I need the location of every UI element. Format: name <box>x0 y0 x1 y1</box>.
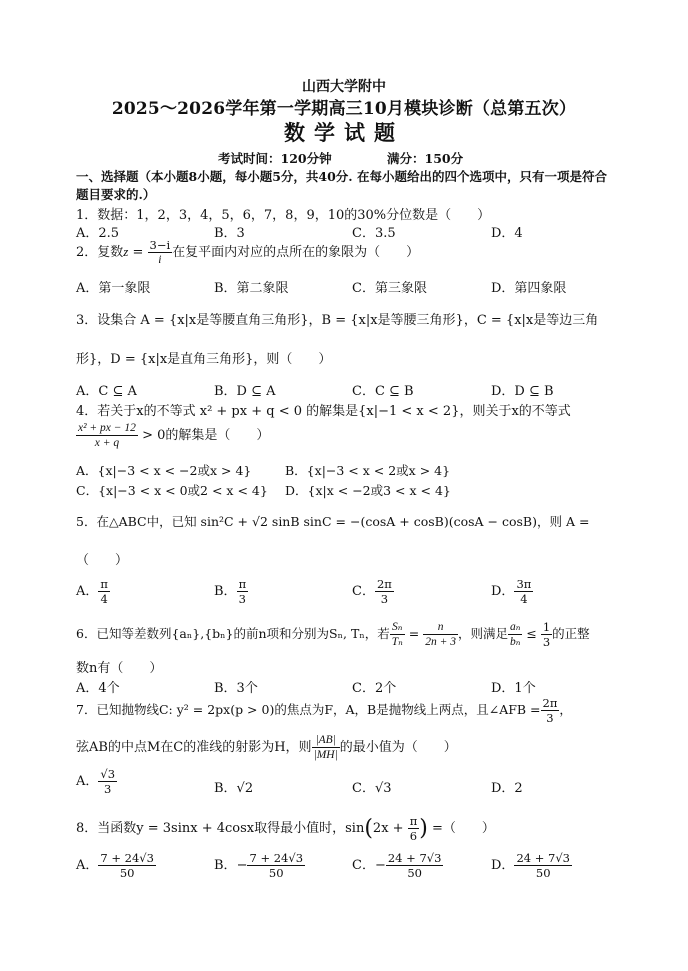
q7-f2-den: |MH| <box>313 749 338 761</box>
q6-fraction-4 <box>541 620 552 649</box>
exam-title: 2025～2026学年第一学期高三10月模块诊断（总第五次） <box>111 99 577 119</box>
q5-option-c-label: C． <box>352 584 375 599</box>
q6-f4-num: 1 <box>542 620 551 634</box>
q7-angle-fraction <box>541 696 560 725</box>
q7-line2-prefix: 弦AB的中点M在C的准线的射影为H，则 <box>76 740 312 755</box>
q8-option-b-fraction <box>247 851 305 880</box>
q6-f3-num: aₙ <box>510 621 521 633</box>
q8-paren-content: 2x + <box>372 821 408 836</box>
q4-option-d: D．{x|x < −2或3 < x < 4} <box>285 483 451 498</box>
q2-frac-denominator: i <box>158 254 162 266</box>
q6-f3-den: bₙ <box>510 636 521 648</box>
q6-option-a: A．4个 <box>76 681 120 696</box>
q5-option-d-fraction <box>514 577 533 606</box>
q8-option-a-fraction <box>98 851 156 880</box>
q8-c-sign: − <box>374 858 386 873</box>
q3-option-c: C．C ⊆ B <box>352 384 414 399</box>
q8-option-d-fraction <box>514 851 572 880</box>
q5-option-b <box>214 577 248 606</box>
q6-fraction-1 <box>390 620 405 649</box>
q2-stem-suffix: 在复平面内对应的点所在的象限为（ ） <box>172 245 420 260</box>
q6-fraction-2 <box>423 620 458 649</box>
q8-option-a-label: A． <box>76 858 99 873</box>
q8-c-den: 50 <box>407 866 422 880</box>
q3-option-a: A．C ⊆ A <box>76 384 137 399</box>
question-3-line1: 3．设集合 A = {x|x是等腰直角三角形}，B = {x|x是等腰三角形}，C = {x|x是等边三角 <box>76 313 599 328</box>
q8-b-num: 7 + 24√3 <box>249 851 304 865</box>
school-name: 山西大学附中 <box>302 79 386 95</box>
q5-option-b-fraction <box>237 577 249 606</box>
q7-ratio-fraction <box>312 733 340 762</box>
q7-a-num: √3 <box>100 767 116 781</box>
question-7-line2 <box>76 733 457 762</box>
q6-f4-den: 3 <box>542 635 551 649</box>
q5-option-a <box>76 577 110 606</box>
q5-option-d <box>491 577 533 606</box>
q4-option-a: A．{x|−3 < x < −2或x > 4} <box>76 463 252 478</box>
q4-line2-suffix: > 0的解集是（ ） <box>137 428 270 443</box>
q6-f1-num: Sₙ <box>390 620 405 635</box>
q1-option-b: B．3 <box>214 226 245 241</box>
q6-option-d: D．1个 <box>491 681 536 696</box>
q6-suffix: 的正整 <box>552 626 590 641</box>
q2-option-c: C．第三象限 <box>352 281 427 296</box>
q6-prefix: 6．已知等差数列{aₙ},{bₙ}的前n项和分别为Sₙ, Tₙ，若 <box>76 626 390 641</box>
q8-option-a <box>76 851 156 880</box>
q2-variable: z <box>123 244 129 259</box>
question-8-line1 <box>76 814 495 843</box>
q8-option-d <box>491 851 572 880</box>
question-6-line2: 数n有（ ） <box>76 661 163 676</box>
q5-c-den: 3 <box>380 592 389 606</box>
q7-option-b: B．√2 <box>214 781 254 796</box>
q5-option-c-fraction <box>375 577 394 606</box>
q8-option-c-label: C． <box>352 858 375 873</box>
q8-f-num: π <box>409 814 418 828</box>
q6-f2-den: 2n + 3 <box>425 636 456 648</box>
q7-option-d: D．2 <box>491 781 523 796</box>
q4-fraction <box>76 421 138 450</box>
q4-frac-denominator: x + q <box>94 437 120 449</box>
q6-fraction-3 <box>508 620 522 649</box>
q8-option-b <box>214 851 305 880</box>
question-4-line1: 4．若关于x的不等式 x² + px + q < 0 的解集是{x|−1 < x < 2}，则关于x的不等式 <box>76 404 571 419</box>
q2-stem-prefix: 2．复数 <box>76 245 124 260</box>
q1-option-a: A．2.5 <box>76 226 120 241</box>
q8-sin: sin <box>345 821 365 836</box>
q2-fraction <box>148 238 173 267</box>
q8-option-b-label: B． <box>214 858 237 873</box>
q5-a-den: 4 <box>100 592 108 606</box>
q4-option-b: B．{x|−3 < x < 2或x > 4} <box>285 463 451 478</box>
q5-option-a-label: A． <box>76 584 99 599</box>
q8-option-d-label: D． <box>491 858 515 873</box>
q2-option-b: B．第二象限 <box>214 281 289 296</box>
q5-b-num: π <box>238 577 247 591</box>
q8-suffix: =（ ） <box>427 821 495 836</box>
q3-option-d: D．D ⊆ B <box>491 384 554 399</box>
q7-a-den: 3 <box>104 782 112 796</box>
q3-option-b: B．D ⊆ A <box>214 384 276 399</box>
full-score: 满分：150分 <box>387 151 464 166</box>
q8-d-den: 50 <box>535 866 551 880</box>
q8-left-paren: ( <box>364 816 373 841</box>
q7-line1-suffix: ， <box>559 702 572 717</box>
q8-option-c-fraction <box>386 851 444 880</box>
q4-frac-numerator: x² + px − 12 <box>78 422 136 434</box>
q1-option-c: C．3.5 <box>352 226 396 241</box>
q5-c-num: 2π <box>376 577 392 591</box>
q1-option-d: D．4 <box>491 226 523 241</box>
question-3-line2: 形}，D = {x|x是直角三角形}，则（ ） <box>76 352 332 367</box>
q6-f1-den: Tₙ <box>391 636 403 648</box>
section-heading: 一、选择题（本小题8小题，每小题5分，共40分. 在每小题给出的四个选项中，只有一项是符合题目要求的.） <box>76 169 607 202</box>
q5-d-num: 3π <box>516 577 532 591</box>
q7-option-a <box>76 767 117 796</box>
question-5-line1: 5．在△ABC中，已知 sin²C + √2 sinB sinC = −(cosA + cosB)(cosA − cosB)，则 A = <box>76 514 590 529</box>
question-5-line2: （ ） <box>76 553 129 568</box>
q2-equals: = <box>128 245 144 260</box>
question-6-line1 <box>76 620 590 649</box>
q6-mid: ，则满足 <box>457 626 508 641</box>
q7-f1-den: 3 <box>546 711 554 725</box>
q8-prefix: 8．当函数y = 3sinx + 4cosx取得最小值时， <box>76 821 346 836</box>
q5-option-d-label: D． <box>491 584 515 599</box>
q5-d-den: 4 <box>520 592 528 606</box>
q8-c-num: 24 + 7√3 <box>387 851 442 865</box>
q5-option-a-fraction <box>98 577 110 606</box>
q2-frac-numerator: 3−i <box>149 238 171 252</box>
q8-pi-fraction <box>408 814 420 843</box>
q8-option-c <box>352 851 443 880</box>
q4-option-c: C．{x|−3 < x < 0或2 < x < 4} <box>76 483 268 498</box>
q6-option-b: B．3个 <box>214 681 258 696</box>
q6-equals: = <box>404 626 424 641</box>
q8-right-paren: ) <box>419 816 428 841</box>
q2-option-a: A．第一象限 <box>76 281 151 296</box>
question-1-stem: 1．数据：1，2，3，4，5，6，7，8，9，10的30%分位数是（ ） <box>76 208 491 223</box>
question-7-line1 <box>76 696 572 725</box>
q8-b-den: 50 <box>268 866 284 880</box>
q5-b-den: 3 <box>238 592 246 606</box>
q8-f-den: 6 <box>409 829 418 843</box>
q7-f2-num: |AB| <box>312 733 340 748</box>
q5-option-c <box>352 577 394 606</box>
q6-le: ≤ <box>522 626 541 641</box>
q5-option-b-label: B． <box>214 584 237 599</box>
q7-f1-num: 2π <box>542 696 558 710</box>
q8-a-den: 50 <box>119 866 135 880</box>
q2-option-d: D．第四象限 <box>491 281 567 296</box>
q5-a-num: π <box>100 577 108 591</box>
q7-option-a-fraction <box>98 767 117 796</box>
q8-d-num: 24 + 7√3 <box>516 851 570 865</box>
q8-b-sign: − <box>236 858 248 873</box>
q8-a-num: 7 + 24√3 <box>100 851 154 865</box>
q7-prefix: 7．已知抛物线C: y² = 2px(p > 0)的焦点为F，A，B是抛物线上两点，且∠AFB = <box>76 702 541 717</box>
q7-option-c: C．√3 <box>352 781 392 796</box>
subject-title: 数学试题 <box>284 120 404 145</box>
question-2-stem <box>76 238 419 267</box>
q6-option-c: C．2个 <box>352 681 397 696</box>
exam-time: 考试时间：120分钟 <box>218 151 332 166</box>
q6-f2-num: n <box>423 620 458 635</box>
q7-line2-suffix: 的最小值为（ ） <box>339 740 457 755</box>
q7-option-a-label: A． <box>76 774 99 789</box>
question-4-line2 <box>76 421 269 450</box>
